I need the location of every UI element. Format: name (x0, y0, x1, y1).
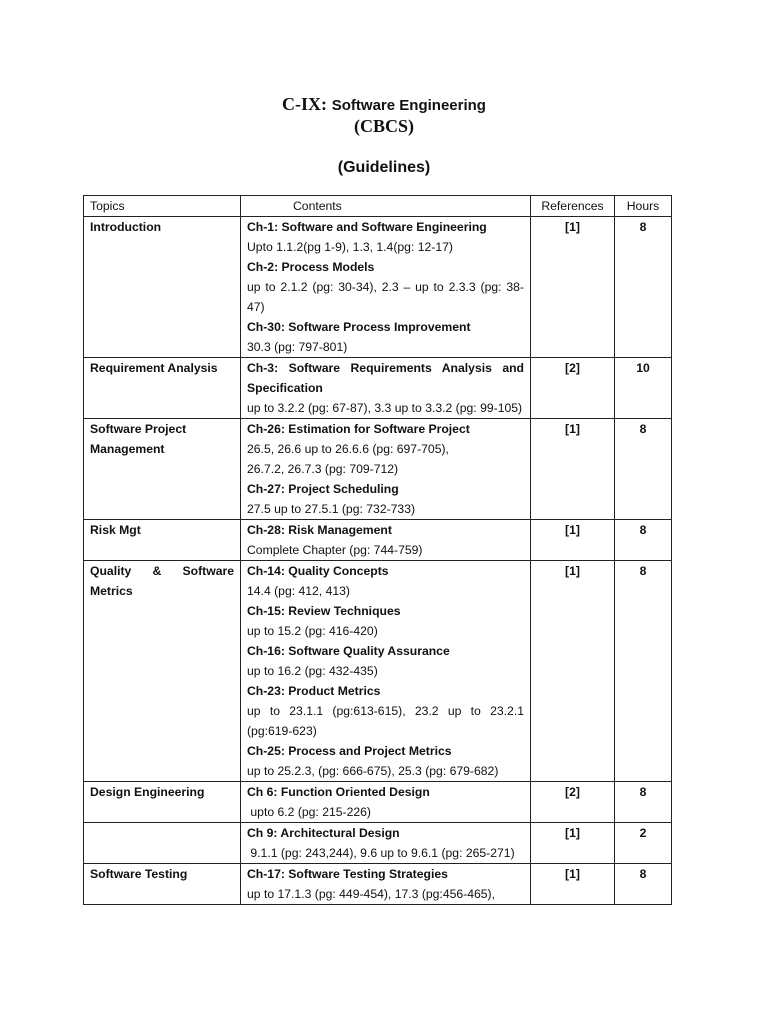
hours-cell (615, 520, 672, 561)
reference-value: [1] (565, 422, 580, 436)
section-range: up to 17.1.3 (pg: 449-454), 17.3 (pg:456-465), (247, 887, 495, 901)
hours-cell (615, 782, 672, 823)
reference-cell (531, 864, 615, 905)
hours-value: 2 (639, 826, 647, 840)
hours-cell (615, 419, 672, 520)
reference-value: [2] (565, 785, 580, 799)
section-range: Upto 1.1.2(pg 1-9), 1.3, 1.4(pg: 12-17) (247, 240, 453, 254)
table-row (84, 419, 672, 520)
section-range: up to 15.2 (pg: 416-420) (247, 624, 378, 638)
header-hours: Hours (615, 196, 672, 217)
header-contents: Contents (241, 196, 531, 217)
reference-value: [1] (565, 523, 580, 537)
hours-cell (615, 864, 672, 905)
hours-value: 8 (639, 785, 647, 799)
hours-cell (615, 217, 672, 358)
hours-value: 8 (639, 523, 647, 537)
syllabus-table (83, 195, 672, 905)
course-code: C-IX: (282, 94, 328, 114)
section-range: up to 25.2.3, (pg: 666-675), 25.3 (pg: 679-682) (247, 764, 499, 778)
topic-cell: Software Project Management (84, 419, 241, 520)
guidelines-heading: (Guidelines) (337, 159, 431, 176)
topic-cell: Software Testing (84, 864, 241, 905)
section-range: 9.1.1 (pg: 243,244), 9.6 up to 9.6.1 (pg: 265-271) (247, 846, 515, 860)
section-range: 30.3 (pg: 797-801) (247, 340, 348, 354)
reference-value: [2] (565, 361, 580, 375)
table-row (84, 520, 672, 561)
chapter-title: Ch-17: Software Testing Strategies (247, 867, 448, 881)
header-topics: Topics (84, 196, 241, 217)
contents-cell (241, 217, 531, 358)
reference-value: [1] (565, 564, 580, 578)
hours-cell (615, 561, 672, 782)
contents-cell (241, 520, 531, 561)
chapter-title: Ch-16: Software Quality Assurance (247, 644, 450, 658)
table-row (84, 358, 672, 419)
topic-cell: Introduction (84, 217, 241, 358)
section-range: 26.7.2, 26.7.3 (pg: 709-712) (247, 462, 399, 476)
reference-cell (531, 782, 615, 823)
section-range: 27.5 up to 27.5.1 (pg: 732-733) (247, 502, 416, 516)
section-range: up to 3.2.2 (pg: 67-87), 3.3 up to 3.3.2 (pg: 99-105) (247, 401, 523, 415)
section-range: up to 2.1.2 (pg: 30-34), 2.3 – up to 2.3.3 (pg: 38-47) (247, 280, 524, 314)
contents-cell (241, 782, 531, 823)
section-range: up to 23.1.1 (pg:613-615), 23.2 up to 23.2.1 (pg:619-623) (247, 704, 524, 738)
chapter-title: Ch 9: Architectural Design (247, 826, 400, 840)
chapter-title: Ch-14: Quality Concepts (247, 564, 389, 578)
topic-cell: Requirement Analysis (84, 358, 241, 419)
scheme-label: (CBCS) (353, 116, 414, 136)
chapter-title: Ch-1: Software and Software Engineering (247, 220, 487, 234)
hours-value: 8 (639, 564, 647, 578)
course-title (0, 94, 768, 115)
chapter-title: Ch-27: Project Scheduling (247, 482, 399, 496)
header-references: References (531, 196, 615, 217)
topic-cell (84, 823, 241, 864)
hours-value: 8 (639, 867, 647, 881)
table-row (84, 823, 672, 864)
table-row (84, 561, 672, 782)
section-range: up to 16.2 (pg: 432-435) (247, 664, 378, 678)
contents-cell (241, 561, 531, 782)
chapter-title: Ch-30: Software Process Improvement (247, 320, 471, 334)
table-header-row (84, 196, 672, 217)
chapter-title: Ch 6: Function Oriented Design (247, 785, 430, 799)
contents-cell (241, 864, 531, 905)
contents-cell (241, 419, 531, 520)
chapter-title: Ch-23: Product Metrics (247, 684, 381, 698)
chapter-title: Ch-28: Risk Management (247, 523, 392, 537)
reference-value: [1] (565, 220, 580, 234)
hours-value: 10 (636, 361, 650, 375)
section-range: 14.4 (pg: 412, 413) (247, 584, 350, 598)
reference-cell (531, 419, 615, 520)
reference-cell (531, 561, 615, 782)
table-row (84, 782, 672, 823)
hours-value: 8 (639, 422, 647, 436)
section-range: upto 6.2 (pg: 215-226) (247, 805, 371, 819)
course-subject: Software Engineering (331, 97, 486, 114)
hours-cell (615, 358, 672, 419)
table-row (84, 864, 672, 905)
section-range: 26.5, 26.6 up to 26.6.6 (pg: 697-705), (247, 442, 449, 456)
topic-cell: Risk Mgt (84, 520, 241, 561)
reference-cell (531, 520, 615, 561)
contents-cell (241, 358, 531, 419)
section-range: Complete Chapter (pg: 744-759) (247, 543, 423, 557)
table-row (84, 217, 672, 358)
chapter-title: Ch-15: Review Techniques (247, 604, 401, 618)
chapter-title: Ch-26: Estimation for Software Project (247, 422, 470, 436)
chapter-title: Ch-25: Process and Project Metrics (247, 744, 452, 758)
topic-cell: Design Engineering (84, 782, 241, 823)
reference-value: [1] (565, 826, 580, 840)
contents-cell (241, 823, 531, 864)
chapter-title: Ch-3: Software Requirements Analysis and Specification (247, 361, 524, 395)
hours-value: 8 (639, 220, 647, 234)
chapter-title: Ch-2: Process Models (247, 260, 375, 274)
topic-cell: Quality & Software Metrics (84, 561, 241, 782)
reference-cell (531, 823, 615, 864)
reference-value: [1] (565, 867, 580, 881)
reference-cell (531, 358, 615, 419)
hours-cell (615, 823, 672, 864)
reference-cell (531, 217, 615, 358)
